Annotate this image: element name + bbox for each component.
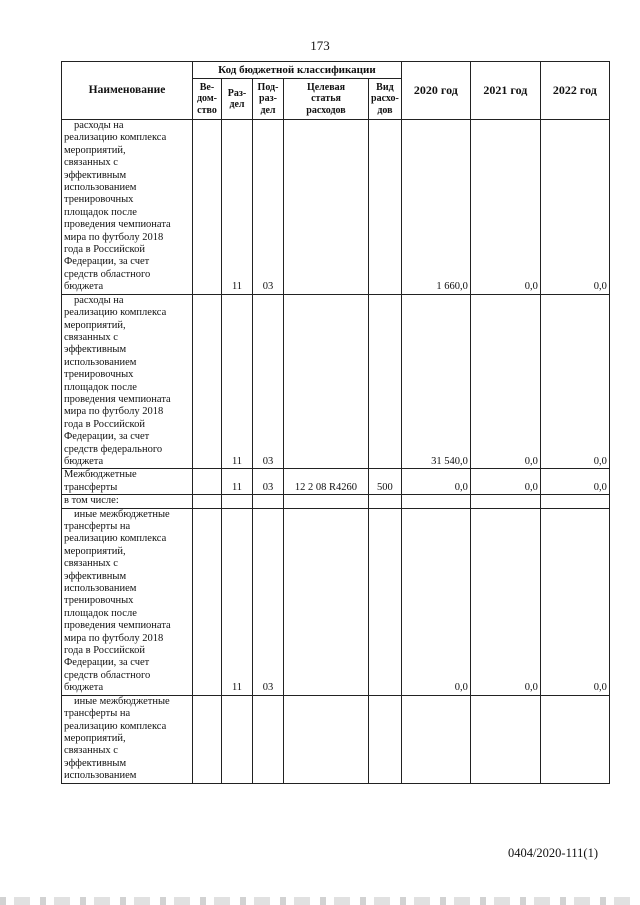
expense-type-cell (369, 120, 402, 295)
row-name-line: года в Российской (64, 244, 145, 256)
table-row (62, 508, 610, 695)
table-row (62, 469, 610, 495)
vedomstvo-cell (193, 695, 222, 783)
row-name-line: эффективным (64, 169, 127, 181)
row-name (62, 695, 193, 783)
row-name (62, 495, 193, 508)
scan-edge-artifact (0, 897, 640, 905)
row-name-line: использованием (64, 583, 137, 595)
razdel-cell: 11 (222, 508, 253, 695)
amount-2021-cell: 0,0 (470, 294, 540, 469)
amount-2021-cell: 0,0 (470, 120, 540, 295)
row-name-line: Межбюджетные (64, 469, 137, 481)
expense-type-cell (369, 695, 402, 783)
header-2022: 2022 год (540, 62, 609, 120)
document-code: 0404/2020-111(1) (507, 846, 598, 860)
row-name-line: тренировочных (64, 194, 134, 206)
row-name-line: средств областного (64, 268, 151, 280)
row-name-line: мира по футболу 2018 (64, 632, 164, 644)
target-article-cell (284, 695, 369, 783)
row-name-line: связанных с (64, 745, 118, 757)
row-name-line: эффективным (64, 344, 127, 356)
row-name (62, 508, 193, 695)
row-name-line: использованием (64, 770, 137, 782)
row-name-line: эффективным (64, 570, 127, 582)
header-name: Наименование (62, 62, 193, 120)
amount-2021-cell: 0,0 (470, 469, 540, 495)
table-row (62, 695, 610, 783)
podrazdel-cell: 03 (253, 469, 284, 495)
vedomstvo-cell (193, 469, 222, 495)
podrazdel-cell: 03 (253, 120, 284, 295)
header-vid: Вид расхо- дов (369, 79, 402, 120)
amount-2022-cell: 0,0 (540, 120, 609, 295)
podrazdel-cell: 03 (253, 508, 284, 695)
vedomstvo-cell (193, 508, 222, 695)
expense-type-cell (369, 495, 402, 508)
row-name-line: тренировочных (64, 369, 134, 381)
amount-2022-cell: 0,0 (540, 508, 609, 695)
expense-type-cell (369, 508, 402, 695)
razdel-cell: 11 (222, 294, 253, 469)
row-name-line: иные межбюджетные (74, 695, 170, 707)
razdel-cell: 11 (222, 120, 253, 295)
row-name (62, 294, 193, 469)
expense-type-cell: 500 (369, 469, 402, 495)
razdel-cell (222, 495, 253, 508)
table-body (62, 120, 610, 784)
budget-table (61, 61, 610, 784)
podrazdel-cell: 03 (253, 294, 284, 469)
table-header (62, 62, 610, 120)
row-name-line: мероприятий, (64, 545, 126, 557)
razdel-cell (222, 695, 253, 783)
target-article-cell (284, 294, 369, 469)
row-name-line: тренировочных (64, 595, 134, 607)
row-name-line: связанных с (64, 157, 118, 169)
row-name-line: использованием (64, 356, 137, 368)
amount-2020-cell: 0,0 (401, 469, 470, 495)
table-row (62, 294, 610, 469)
podrazdel-cell (253, 495, 284, 508)
row-name-line: мероприятий, (64, 319, 126, 331)
header-code-group: Код бюджетной классификации (193, 62, 402, 79)
header-2021: 2021 год (470, 62, 540, 120)
table-row (62, 120, 610, 295)
table-row (62, 495, 610, 508)
amount-2021-cell (470, 695, 540, 783)
podrazdel-cell (253, 695, 284, 783)
row-name-line: расходы на (74, 120, 124, 131)
razdel-cell: 11 (222, 469, 253, 495)
header-razdel: Раз- дел (222, 79, 253, 120)
row-name-line: трансферты (64, 481, 118, 493)
amount-2021-cell: 0,0 (470, 508, 540, 695)
target-article-cell (284, 495, 369, 508)
target-article-cell (284, 508, 369, 695)
row-name-line: в том числе: (64, 495, 119, 507)
row-name-line: площадок после (64, 607, 137, 619)
amount-2020-cell (401, 695, 470, 783)
row-name-line: реализацию комплекса (64, 132, 167, 144)
row-name (62, 120, 193, 295)
expense-type-cell (369, 294, 402, 469)
row-name-line: реализацию комплекса (64, 533, 167, 545)
row-name-line: Федерации, за счет (64, 657, 150, 669)
row-name-line: трансферты на (64, 708, 131, 720)
amount-2020-cell (401, 495, 470, 508)
header-vedomstvo: Ве- дом- ство (193, 79, 222, 120)
amount-2020-cell: 31 540,0 (401, 294, 470, 469)
row-name-line: связанных с (64, 558, 118, 570)
row-name-line: расходы на (74, 294, 124, 306)
page-number: 173 (310, 38, 330, 53)
amount-2022-cell: 0,0 (540, 294, 609, 469)
row-name-line: проведения чемпионата (64, 393, 171, 405)
target-article-cell (284, 120, 369, 295)
amount-2020-cell: 1 660,0 (401, 120, 470, 295)
vedomstvo-cell (193, 120, 222, 295)
row-name-line: Федерации, за счет (64, 431, 150, 443)
row-name-line: средств областного (64, 669, 151, 681)
row-name-line: мероприятий, (64, 144, 126, 156)
vedomstvo-cell (193, 495, 222, 508)
row-name-line: бюджета (64, 281, 104, 293)
row-name-line: Федерации, за счет (64, 256, 150, 268)
vedomstvo-cell (193, 294, 222, 469)
row-name-line: использованием (64, 182, 137, 194)
row-name-line: мира по футболу 2018 (64, 231, 164, 243)
row-name-line: года в Российской (64, 645, 145, 657)
row-name-line: проведения чемпионата (64, 219, 171, 231)
row-name-line: связанных с (64, 331, 118, 343)
row-name-line: бюджета (64, 682, 104, 694)
row-name-line: мероприятий, (64, 732, 126, 744)
row-name-line: иные межбюджетные (74, 508, 170, 520)
amount-2022-cell (540, 495, 609, 508)
row-name-line: площадок после (64, 381, 137, 393)
row-name-line: года в Российской (64, 418, 145, 430)
row-name-line: площадок после (64, 206, 137, 218)
amount-2021-cell (470, 495, 540, 508)
header-podrazdel: Под- раз- дел (253, 79, 284, 120)
row-name-line: реализацию комплекса (64, 307, 167, 319)
header-2020: 2020 год (401, 62, 470, 120)
row-name-line: проведения чемпионата (64, 620, 171, 632)
amount-2022-cell (540, 695, 609, 783)
amount-2020-cell: 0,0 (401, 508, 470, 695)
row-name-line: бюджета (64, 455, 104, 467)
header-tselevaya: Целевая статья расходов (284, 79, 369, 120)
row-name-line: средств федерального (64, 443, 163, 455)
amount-2022-cell: 0,0 (540, 469, 609, 495)
row-name (62, 469, 193, 495)
row-name-line: эффективным (64, 757, 127, 769)
row-name-line: мира по футболу 2018 (64, 406, 164, 418)
target-article-cell: 12 2 08 R4260 (284, 469, 369, 495)
row-name-line: трансферты на (64, 521, 131, 532)
row-name-line: реализацию комплекса (64, 720, 167, 732)
